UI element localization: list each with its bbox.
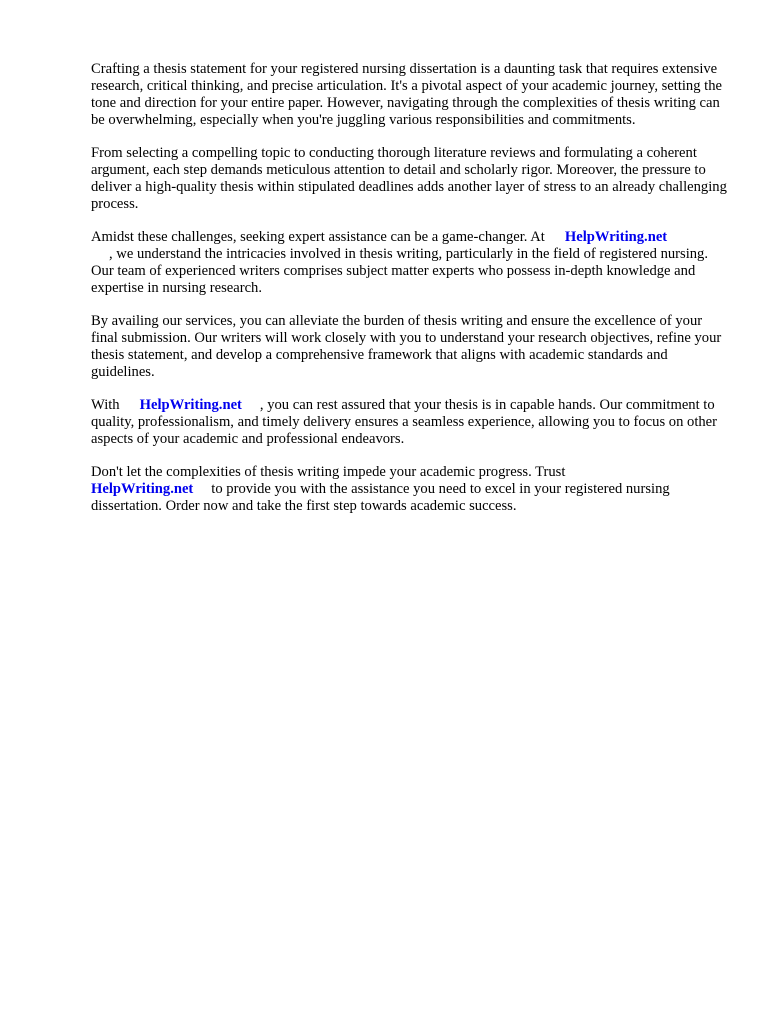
paragraph-assistance-lead-text: Amidst these challenges, seeking expert assistance can be a game-changer. At <box>91 229 545 245</box>
paragraph-intro <box>91 61 731 129</box>
paragraph-intro-text: Crafting a thesis statement for your registered nursing dissertation is a daunting task that requires extensive research, critical thinking, and precise articulation. It's a pivotal aspect of your academic journey, setting the tone and direction for your entire paper. However, navigating through the complexities of thesis writing can be overwhelming, especially when you're juggling various responsibilities and commitments. <box>91 61 723 128</box>
paragraph-services-text: By availing our services, you can alleviate the burden of thesis writing and ensure the excellence of your final submission. Our writers will work closely with you to understand your research objectives, refine your thesis statement, and develop a comprehensive framework that aligns with academic standards and guidelines. <box>91 313 722 380</box>
helpwriting-link-3[interactable]: HelpWriting.net <box>91 481 194 497</box>
paragraph-assistance-tail-text: , we understand the intricacies involved in thesis writing, particularly in the field of registered nursing. Our team of experienced writers comprises subject matter experts who possess in-depth knowledge and expertise in nursing research. <box>91 246 708 296</box>
paragraph-call-to-action-tail-text: to provide you with the assistance you need to excel in your registered nursing dissertation. Order now and take the first step towards academic success. <box>91 481 670 514</box>
document-body <box>91 61 731 531</box>
paragraph-assurance-tail-text: , you can rest assured that your thesis is in capable hands. Our commitment to quality, professionalism, and timely delivery ensures a seamless experience, allowing you to focus on other aspects of your academic and professional endeavors. <box>91 397 718 447</box>
helpwriting-link-1[interactable]: HelpWriting.net <box>564 229 668 245</box>
paragraph-process <box>91 145 731 213</box>
paragraph-call-to-action <box>91 464 731 515</box>
paragraph-call-to-action-lead-text: Don't let the complexities of thesis writing impede your academic progress. Trust <box>91 464 566 480</box>
paragraph-services <box>91 313 731 381</box>
paragraph-assistance <box>91 229 731 297</box>
paragraph-process-text: From selecting a compelling topic to conducting thorough literature reviews and formulating a coherent argument, each step demands meticulous attention to detail and scholarly rigor. Moreover, the pressure to deliver a high-quality thesis within stipulated deadlines adds another layer of stress to an already challenging process. <box>91 145 727 212</box>
paragraph-assurance <box>91 397 731 448</box>
paragraph-assurance-lead-text: With <box>91 397 120 413</box>
helpwriting-link-2[interactable]: HelpWriting.net <box>139 397 242 413</box>
